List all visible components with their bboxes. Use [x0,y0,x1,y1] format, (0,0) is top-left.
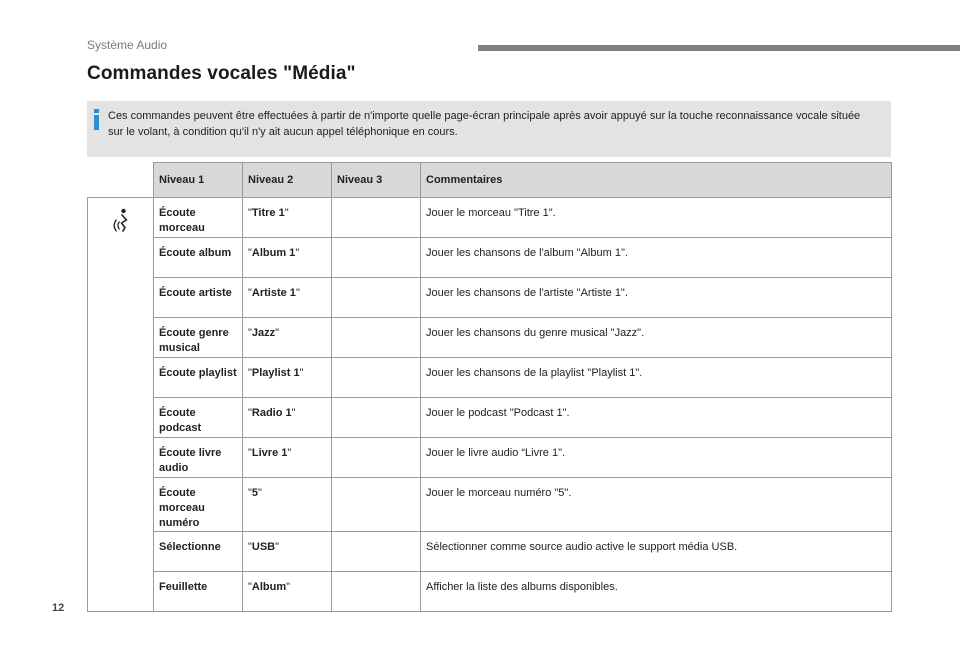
cell-level2-value: Jazz [251,327,276,339]
cell-level1: Écoute album [154,238,243,278]
cell-level1: Écoute genre musical [154,318,243,358]
cell-level2: "5" [243,478,332,532]
cell-level2: "Radio 1" [243,398,332,438]
table-row [88,572,892,612]
cell-comment: Jouer le morceau "Titre 1". [421,198,892,238]
table-row [88,438,892,478]
cell-comment: Sélectionner comme source audio active le support média USB. [421,532,892,572]
cell-level2: "Album 1" [243,238,332,278]
cell-level2-value: Titre 1 [251,207,285,219]
cell-level3 [332,278,421,318]
cell-level2: "Playlist 1" [243,358,332,398]
icon-cell [88,198,154,612]
cell-level1: Écoute podcast [154,398,243,438]
cell-level1: Écoute morceau [154,198,243,238]
cell-level3 [332,572,421,612]
cell-comment: Jouer les chansons de l'album "Album 1". [421,238,892,278]
cell-level2-value: Playlist 1 [251,367,300,379]
cell-comment: Jouer les chansons de l'artiste "Artiste 1". [421,278,892,318]
cell-level1: Écoute playlist [154,358,243,398]
voice-command-icon [111,208,133,234]
cell-level3 [332,398,421,438]
cell-comment: Jouer le livre audio “Livre 1". [421,438,892,478]
table-row [88,238,892,278]
table-header-row [88,163,892,198]
cell-level1: Écoute morceau numéro [154,478,243,532]
info-text: Ces commandes peuvent être effectuées à partir de n'importe quelle page-écran principale après avoir appuyé sur la touche reconnaissance vocale située sur le volant, à condition qu'il n'y ait aucun appel téléphonique en cours. [108,110,861,138]
table-row [88,318,892,358]
cell-comment: Afficher la liste des albums disponibles. [421,572,892,612]
section-label: Système Audio [87,38,168,52]
cell-level2-value: USB [251,541,276,553]
page-title: Commandes vocales "Média" [87,63,356,84]
cell-level2-value: Radio 1 [251,407,292,419]
cell-level2: "Titre 1" [243,198,332,238]
cell-comment: Jouer les chansons du genre musical "Jazz". [421,318,892,358]
cell-comment: Jouer le podcast "Podcast 1". [421,398,892,438]
info-box [87,101,891,157]
cell-level3 [332,532,421,572]
cell-level2-value: Album [251,581,287,593]
header-level3: Niveau 3 [332,163,421,198]
header-blank-cell [88,163,154,198]
header-level1: Niveau 1 [154,163,243,198]
cell-level3 [332,238,421,278]
cell-level3 [332,438,421,478]
table-row [88,358,892,398]
cell-level2-value: Livre 1 [251,447,288,459]
info-icon [93,109,100,129]
section-rule [478,45,960,51]
cell-level3 [332,318,421,358]
cell-comment: Jouer le morceau numéro "5". [421,478,892,532]
cell-level2: "Artiste 1" [243,278,332,318]
cell-level2: "Livre 1" [243,438,332,478]
cell-level1: Écoute artiste [154,278,243,318]
cell-level1: Écoute livre audio [154,438,243,478]
cell-comment: Jouer les chansons de la playlist "Playlist 1". [421,358,892,398]
cell-level3 [332,478,421,532]
table-row [88,398,892,438]
page-number: 12 [52,602,65,614]
header-comments: Commentaires [421,163,892,198]
cell-level2-value: Album 1 [251,247,296,259]
cell-level3 [332,358,421,398]
cell-level2: "USB" [243,532,332,572]
header-level2: Niveau 2 [243,163,332,198]
cell-level2: "Jazz" [243,318,332,358]
table-row [88,478,892,532]
voice-commands-table [87,162,892,612]
cell-level1: Sélectionne [154,532,243,572]
cell-level3 [332,198,421,238]
table-row [88,198,892,238]
table-row [88,278,892,318]
cell-level2: "Album" [243,572,332,612]
table-row [88,532,892,572]
cell-level2-value: Artiste 1 [251,287,296,299]
cell-level2-value: 5 [251,487,259,499]
cell-level1: Feuillette [154,572,243,612]
